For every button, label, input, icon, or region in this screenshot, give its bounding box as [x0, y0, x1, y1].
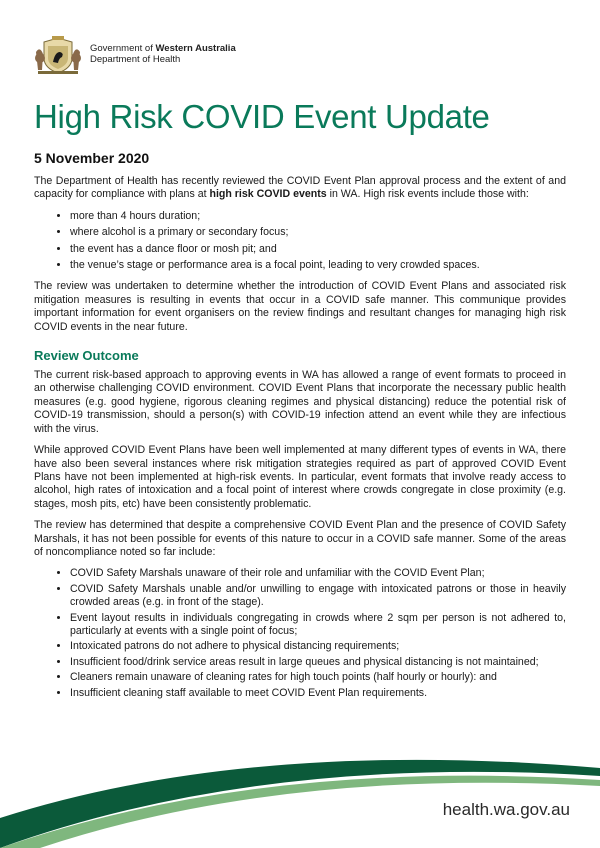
list-item: • Insufficient food/drink service areas result in large queues and physical distancing is not maintained; — [70, 656, 566, 669]
department-line: Department of Health — [90, 54, 181, 65]
section-heading-review-outcome: Review Outcome — [34, 348, 139, 364]
list-item: • COVID Safety Marshals unaware of their role and unfamiliar with the COVID Event Plan; — [70, 567, 566, 580]
list-item: • the event has a dance floor or mosh pit; and — [70, 243, 566, 256]
list-item: • where alcohol is a primary or secondary focus; — [70, 226, 566, 239]
department-header — [90, 43, 236, 65]
noncompliance-list — [34, 567, 566, 700]
high-risk-criteria-list — [34, 210, 566, 273]
footer-swoosh-graphic — [0, 748, 600, 848]
review-paragraph: The review was undertaken to determine whether the introduction of COVID Event Plans and associated risk mitigation measures is resulting in events that occur in a COVID safe manner. This communique provides important information for event organisers on the review findings and resultant changes for managing high risk COVID events in the near future. — [34, 280, 566, 333]
list-item: • Event layout results in individuals congregating in crowds where 2 sqm per person is not adhered to, particularly at events with a single point of focus; — [70, 612, 566, 639]
government-line: Government of Western Australia — [90, 43, 236, 54]
intro-paragraph: The Department of Health has recently reviewed the COVID Event Plan approval process and the extent of and capacity for compliance with plans at high risk COVID events in WA. High risk events include those with: — [34, 175, 566, 201]
publication-date: 5 November 2020 — [34, 150, 150, 166]
list-item: • the venue’s stage or performance area is a focal point, leading to very crowded spaces. — [70, 259, 566, 272]
outcome-paragraph: The current risk-based approach to approving events in WA has allowed a range of event formats to proceed in an otherwise challenging COVID environment. COVID Event Plans that incorporate the necessary public health measures (e.g. good hygiene, rigorous cleaning regimes and physical distancing) reduce the potential risk of COVID-19 transmission, should a person(s) with COVID-19 infection attend an event while they are infectious with the virus. — [34, 369, 566, 435]
document-body — [34, 150, 566, 708]
outcome-paragraph: The review has determined that despite a comprehensive COVID Event Plan and the presence of COVID Safety Marshals, it has not been possible for events of this nature to occur in a COVID safe manner. Some of the areas of noncompliance noted so far include: — [34, 519, 566, 558]
page-title: High Risk COVID Event Update — [34, 98, 490, 135]
list-item: • Intoxicated patrons do not adhere to physical distancing requirements; — [70, 640, 566, 653]
outcome-paragraph: While approved COVID Event Plans have been well implemented at many different types of events in WA, there have also been several instances where risk mitigation strategies required as part of approved COVID Event Plans have not been implemented at high-risk events. In particular, event formats that involve ready access to alcohol, high rates of intoxication and a focal point of interest where crowds congregate in close proximity (e.g. stages, mosh pits, etc) have been consistently problematic. — [34, 444, 566, 510]
wa-government-crest-logo — [34, 36, 82, 76]
list-item: • more than 4 hours duration; — [70, 210, 566, 223]
list-item: • Cleaners remain unaware of cleaning rates for high touch points (half hourly or hourly): and — [70, 671, 566, 684]
list-item: • Insufficient cleaning staff available to meet COVID Event Plan requirements. — [70, 687, 566, 700]
list-item: • COVID Safety Marshals unable and/or unwilling to engage with intoxicated patrons or those in heavily crowded areas (e.g. in front of the stage). — [70, 583, 566, 610]
footer-website-url: health.wa.gov.au — [442, 800, 570, 819]
